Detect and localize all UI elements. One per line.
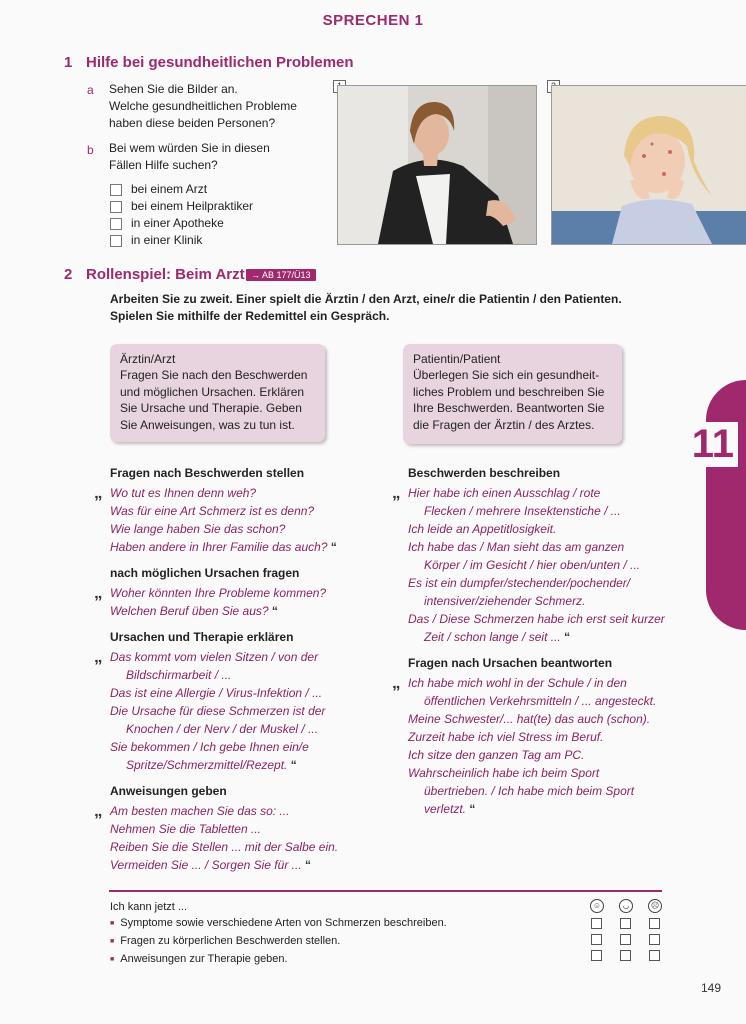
- self-assessment-checkbox[interactable]: [649, 934, 660, 945]
- option-label: in einer Klinik: [131, 233, 203, 247]
- task-a-text: [109, 81, 324, 132]
- phrase-line: übertrieben. / Ich habe mich beim Sport: [424, 784, 635, 798]
- photo-child-rash: [551, 85, 746, 245]
- phrase-line: Ich habe das / Man sieht das am ganzen: [408, 540, 625, 554]
- doctor-role-line: Sie Anweisungen, was zu tun ist.: [120, 417, 295, 432]
- phrase-line-text: Spritze/Schmerzmittel/Rezept.: [126, 758, 288, 772]
- task-b-letter: b: [87, 143, 94, 157]
- quote-open-mark: „: [94, 583, 103, 602]
- page-title: SPRECHEN 1: [322, 12, 424, 29]
- can-do-title: Ich kann jetzt ...: [110, 901, 188, 913]
- patient-role-title: Patientin/Patient: [413, 352, 501, 366]
- task-b-text: [109, 140, 324, 174]
- phrase-line: Das / Diese Schmerzen habe ich erst seit kurzer: [408, 612, 665, 626]
- phrase-line-text: Haben andere in Ihrer Familie das auch?: [110, 540, 328, 554]
- self-assessment-checkbox[interactable]: [649, 918, 660, 929]
- self-assessment-checkbox[interactable]: [620, 934, 631, 945]
- right-phrases-column: [392, 466, 678, 818]
- phrase-line: Das ist eine Allergie / Virus-Infektion / ...: [110, 686, 323, 700]
- phrase-group: [94, 630, 395, 774]
- phrase-line: Körper / im Gesicht / hier oben/unten / ...: [424, 558, 641, 572]
- quote-open-mark: „: [392, 673, 401, 692]
- phrase-line: [110, 756, 395, 774]
- task-a-line: haben diese beiden Personen?: [109, 116, 276, 130]
- task-b-line: Fällen Hilfe suchen?: [109, 158, 218, 172]
- task-a-line: Sehen Sie die Bilder an.: [109, 82, 238, 96]
- phrase-line: Wie lange haben Sie das schon?: [110, 522, 286, 536]
- phrase-line: Es ist ein dumpfer/stechender/pochender/: [408, 576, 631, 590]
- phrase-line: Woher könnten Ihre Probleme kommen?: [110, 586, 327, 600]
- quote-open-mark: „: [94, 647, 103, 666]
- patient-role-line: Überlegen Sie sich ein gesundheit-: [413, 368, 600, 382]
- neutral-face-icon: ◡: [619, 899, 633, 913]
- phrase-line: öffentlichen Verkehrsmitteln / ... angesteckt.: [424, 694, 657, 708]
- patient-role-card: [403, 344, 622, 444]
- phrase-line: Ich leide an Appetitlosigkeit.: [408, 522, 557, 536]
- quote-open-mark: „: [94, 801, 103, 820]
- can-do-divider: [109, 890, 662, 892]
- self-assessment-checkbox[interactable]: [620, 918, 631, 929]
- phrase-line-text: verletzt.: [424, 802, 467, 816]
- intro-line: Spielen Sie mithilfe der Redemittel ein Gespräch.: [110, 309, 390, 323]
- child-illustration: [552, 86, 746, 244]
- checkbox[interactable]: [110, 201, 122, 213]
- phrase-line: Am besten machen Sie das so: ...: [110, 804, 290, 818]
- doctor-role-card: [110, 344, 325, 442]
- phrase-group: [392, 656, 678, 818]
- phrase-line: [110, 602, 395, 620]
- phrase-group-heading: Beschwerden beschreiben: [408, 466, 561, 480]
- phrase-line: Ich sitze den ganzen Tag am PC.: [408, 748, 585, 762]
- self-assessment-checkbox[interactable]: [591, 918, 602, 929]
- section-1-number: 1: [64, 54, 73, 71]
- phrase-line: Reiben Sie die Stellen ... mit der Salbe ein.: [110, 840, 339, 854]
- quote-open-mark: „: [94, 483, 103, 502]
- phrase-line: Zurzeit habe ich viel Stress im Beruf.: [408, 730, 604, 744]
- phrase-group-heading: Fragen nach Ursachen beantworten: [408, 656, 613, 670]
- phrase-line: intensiver/ziehender Schmerz.: [424, 594, 586, 608]
- checkbox[interactable]: [110, 235, 122, 247]
- help-options: [110, 181, 253, 249]
- phrase-group-heading: Ursachen und Therapie erklären: [110, 630, 294, 644]
- chapter-tab: [706, 380, 746, 630]
- option-row[interactable]: [110, 232, 253, 249]
- phrase-group: [94, 566, 395, 620]
- phrase-group: [94, 784, 395, 874]
- patient-role-line: liches Problem und beschreiben Sie: [413, 384, 605, 399]
- intro-line: Arbeiten Sie zu zweit. Einer spielt die Ärztin / den Arzt, eine/r die Patientin / den Patienten.: [110, 292, 622, 306]
- phrase-group-heading: Fragen nach Beschwerden stellen: [110, 466, 305, 480]
- self-assessment-checkbox[interactable]: [591, 934, 602, 945]
- phrase-line-text: Vermeiden Sie ... / Sorgen Sie für ...: [110, 858, 302, 872]
- can-do-section: [110, 899, 580, 969]
- option-label: bei einem Arzt: [131, 182, 208, 196]
- quote-close-mark: “: [330, 540, 337, 554]
- doctor-role-line: Fragen Sie nach den Beschwerden: [120, 368, 308, 382]
- phrase-line-text: Zeit / schon lange / seit ...: [424, 630, 561, 644]
- task-b-line: Bei wem würden Sie in diesen: [109, 141, 270, 155]
- woman-illustration: [338, 86, 536, 244]
- section-2-title: Rollenspiel: Beim Arzt: [86, 266, 245, 283]
- phrase-line: Wo tut es Ihnen denn weh?: [110, 486, 257, 500]
- phrase-group-heading: nach möglichen Ursachen fragen: [110, 566, 300, 580]
- option-row[interactable]: [110, 181, 253, 198]
- phrase-line: Das kommt vom vielen Sitzen / von der: [110, 650, 319, 664]
- section-2-number: 2: [64, 266, 73, 283]
- doctor-role-line: Sie Ursache und Therapie. Geben: [120, 401, 302, 415]
- phrase-line-text: Welchen Beruf üben Sie aus?: [110, 604, 269, 618]
- phrase-line: [110, 856, 395, 874]
- quote-close-mark: “: [271, 604, 278, 618]
- happy-face-icon: ☺: [590, 899, 604, 913]
- phrase-group-heading: Anweisungen geben: [110, 784, 227, 798]
- checkbox[interactable]: [110, 184, 122, 196]
- phrase-line: Nehmen Sie die Tabletten ...: [110, 822, 261, 836]
- phrase-line: Hier habe ich einen Ausschlag / rote: [408, 486, 601, 500]
- self-assessment-checkbox[interactable]: [649, 950, 660, 961]
- photo-woman-back-pain: [337, 85, 537, 245]
- can-do-item: ■ Fragen zu körperlichen Beschwerden stellen.: [110, 933, 580, 951]
- phrase-line: Sie bekommen / Ich gebe Ihnen ein/e: [110, 740, 309, 754]
- sad-face-icon: ☹: [648, 899, 662, 913]
- quote-close-mark: “: [290, 758, 297, 772]
- section-1-title: Hilfe bei gesundheitlichen Problemen: [86, 54, 354, 71]
- phrase-line: Die Ursache für diese Schmerzen ist der: [110, 704, 326, 718]
- phrase-line: Flecken / mehrere Insektenstiche / ...: [424, 504, 621, 518]
- phrase-line: Bildschirmarbeit / ...: [126, 668, 232, 682]
- page-number: 149: [701, 981, 722, 995]
- phrase-group: [94, 466, 395, 556]
- option-row[interactable]: [110, 215, 253, 232]
- self-assessment-checkbox[interactable]: [591, 950, 602, 961]
- phrase-line: Meine Schwester/... hat(te) das auch (schon).: [408, 712, 651, 726]
- option-label: bei einem Heilpraktiker: [131, 199, 254, 213]
- workbook-reference-badge: → AB 177/Ü13: [246, 269, 316, 281]
- roleplay-intro: [110, 291, 670, 325]
- phrase-line: [408, 800, 678, 818]
- task-a-letter: a: [87, 83, 94, 97]
- phrase-line: Was für eine Art Schmerz ist es denn?: [110, 504, 315, 518]
- phrase-line: [408, 628, 678, 646]
- option-label: in einer Apotheke: [131, 216, 224, 230]
- quote-open-mark: „: [392, 483, 401, 502]
- phrase-line: [110, 538, 395, 556]
- quote-close-mark: “: [469, 802, 476, 816]
- phrase-line: Knochen / der Nerv / der Muskel / ...: [126, 722, 319, 736]
- patient-role-line: die Fragen der Ärztin / des Arztes.: [413, 417, 595, 432]
- task-a-line: Welche gesundheitlichen Probleme: [109, 99, 297, 113]
- option-row[interactable]: [110, 198, 253, 215]
- patient-role-line: Ihre Beschwerden. Beantworten Sie: [413, 401, 605, 415]
- can-do-item: ■ Symptome sowie verschiedene Arten von Schmerzen beschreiben.: [110, 915, 580, 933]
- self-assessment-checkbox[interactable]: [620, 950, 631, 961]
- can-do-item: ■ Anweisungen zur Therapie geben.: [110, 951, 580, 969]
- doctor-role-title: Ärztin/Arzt: [120, 352, 176, 366]
- phrase-line: Ich habe mich wohl in der Schule / in den: [408, 676, 627, 690]
- checkbox[interactable]: [110, 218, 122, 230]
- phrase-group: [392, 466, 678, 646]
- left-phrases-column: [94, 466, 395, 874]
- phrase-line: Wahrscheinlich habe ich beim Sport: [408, 766, 600, 780]
- quote-close-mark: “: [564, 630, 571, 644]
- doctor-role-line: und möglichen Ursachen. Erklären: [120, 384, 305, 399]
- chapter-number: 11: [688, 422, 738, 467]
- quote-close-mark: “: [305, 858, 311, 872]
